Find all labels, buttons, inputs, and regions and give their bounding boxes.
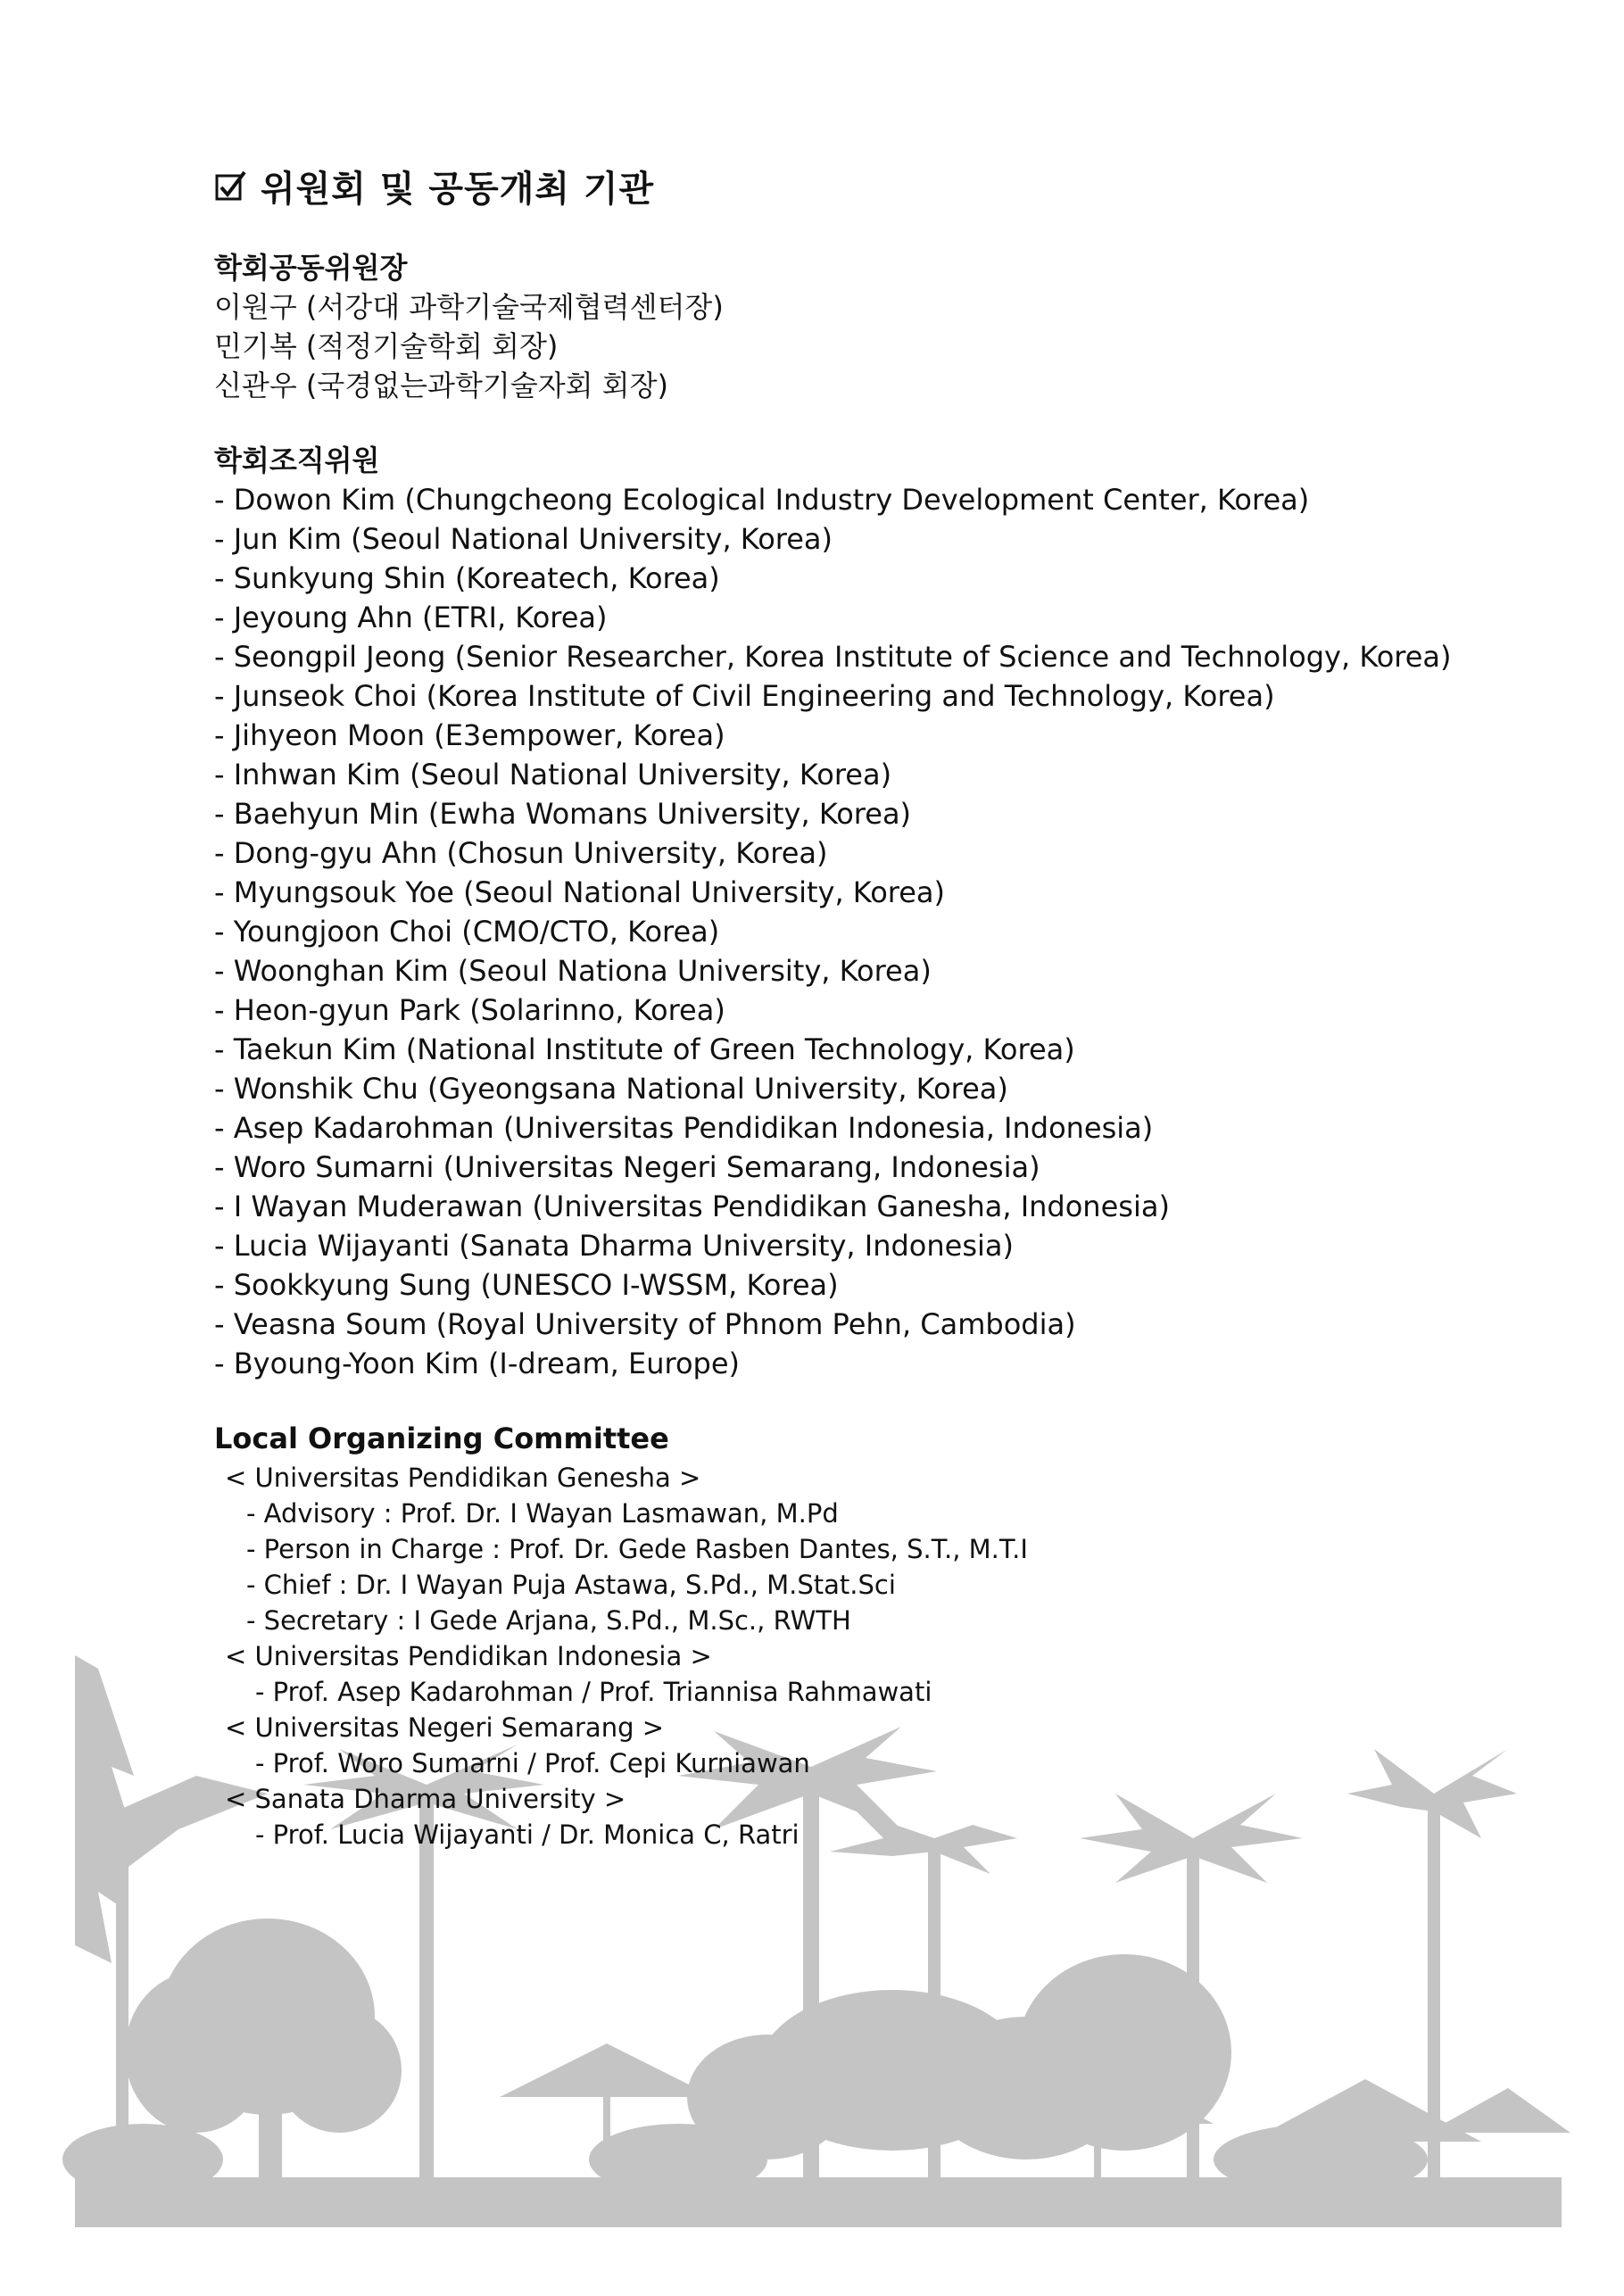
organizing-committee-section (214, 441, 1481, 1383)
committee-member: - Lucia Wijayanti (Sanata Dharma University, Indonesia) (214, 1229, 1014, 1263)
local-committee-section (214, 1419, 1481, 1853)
co-chairs-section (214, 248, 1481, 405)
committee-member: - Seongpil Jeong (Senior Researcher, Korea Institute of Science and Technology, Korea) (214, 640, 1452, 674)
committee-member: - Baehyun Min (Ewha Womans University, Korea) (214, 797, 912, 831)
committee-member: - Taekun Kim (National Institute of Green Technology, Korea) (214, 1032, 1075, 1066)
committee-member: - Myungsouk Yoe (Seoul National University, Korea) (214, 875, 945, 909)
committee-member: - Woro Sumarni (Universitas Negeri Semarang, Indonesia) (214, 1150, 1040, 1184)
co-chair-item: 이원구 (서강대 과학기술국제협력센터장) (214, 290, 724, 324)
institution-name: < Universitas Pendidikan Indonesia > (225, 1641, 712, 1671)
local-member: - Secretary : I Gede Arjana, S.Pd., M.Sc., RWTH (246, 1605, 851, 1636)
committee-member: - Inhwan Kim (Seoul National University, Korea) (214, 758, 892, 792)
heading-row (214, 159, 1481, 212)
committee-member: - Asep Kadarohman (Universitas Pendidikan Indonesia, Indonesia) (214, 1111, 1154, 1145)
committee-member: - Wonshik Chu (Gyeongsana National University, Korea) (214, 1072, 1008, 1106)
checkbox-checked-icon (214, 169, 248, 203)
institution-name: < Sanata Dharma University > (225, 1784, 626, 1814)
committee-member: - Junseok Choi (Korea Institute of Civil Engineering and Technology, Korea) (214, 679, 1275, 713)
co-chair-item: 신관우 (국경없는과학기술자회 회장) (214, 369, 668, 402)
committee-member: - Jun Kim (Seoul National University, Korea) (214, 522, 833, 556)
local-member: - Person in Charge : Prof. Dr. Gede Rasben Dantes, S.T., M.T.I (246, 1534, 1028, 1564)
committee-member: - Veasna Soum (Royal University of Phnom Pehn, Cambodia) (214, 1307, 1076, 1341)
committee-member: - Woonghan Kim (Seoul Nationa University, Korea) (214, 954, 932, 988)
committee-member: - Sunkyung Shin (Koreatech, Korea) (214, 561, 720, 595)
organizing-committee-title: 학회조직위원 (214, 443, 380, 477)
institution-name: < Universitas Negeri Semarang > (225, 1712, 664, 1743)
committee-member: - Youngjoon Choi (CMO/CTO, Korea) (214, 915, 720, 949)
committee-member: - Jihyeon Moon (E3empower, Korea) (214, 718, 725, 752)
local-committee-title: Local Organizing Committee (214, 1422, 669, 1455)
committee-member: - I Wayan Muderawan (Universitas Pendidikan Ganesha, Indonesia) (214, 1189, 1170, 1223)
page-title: 위원회 및 공동개최 기관 (261, 168, 655, 210)
committee-member: - Heon-gyun Park (Solarinno, Korea) (214, 993, 725, 1027)
institution-name: < Universitas Pendidikan Genesha > (225, 1463, 701, 1493)
local-member: - Prof. Lucia Wijayanti / Dr. Monica C, Ratri (255, 1819, 800, 1850)
co-chair-item: 민기복 (적정기술학회 회장) (214, 329, 559, 363)
committee-member: - Dong-gyu Ahn (Chosun University, Korea) (214, 836, 828, 870)
local-member: - Prof. Woro Sumarni / Prof. Cepi Kurniawan (255, 1748, 810, 1778)
local-member: - Advisory : Prof. Dr. I Wayan Lasmawan, M.Pd (246, 1498, 839, 1529)
co-chairs-title: 학회공동위원장 (214, 251, 408, 285)
local-member: - Chief : Dr. I Wayan Puja Astawa, S.Pd., M.Stat.Sci (246, 1570, 896, 1600)
committee-member: - Jeyoung Ahn (ETRI, Korea) (214, 601, 608, 634)
committee-member: - Sookkyung Sung (UNESCO I-WSSM, Korea) (214, 1268, 839, 1302)
committee-document (214, 159, 1481, 1853)
committee-member: - Byoung-Yoon Kim (I-dream, Europe) (214, 1347, 740, 1380)
committee-member: - Dowon Kim (Chungcheong Ecological Industry Development Center, Korea) (214, 483, 1310, 517)
local-member: - Prof. Asep Kadarohman / Prof. Triannisa Rahmawati (255, 1677, 932, 1707)
